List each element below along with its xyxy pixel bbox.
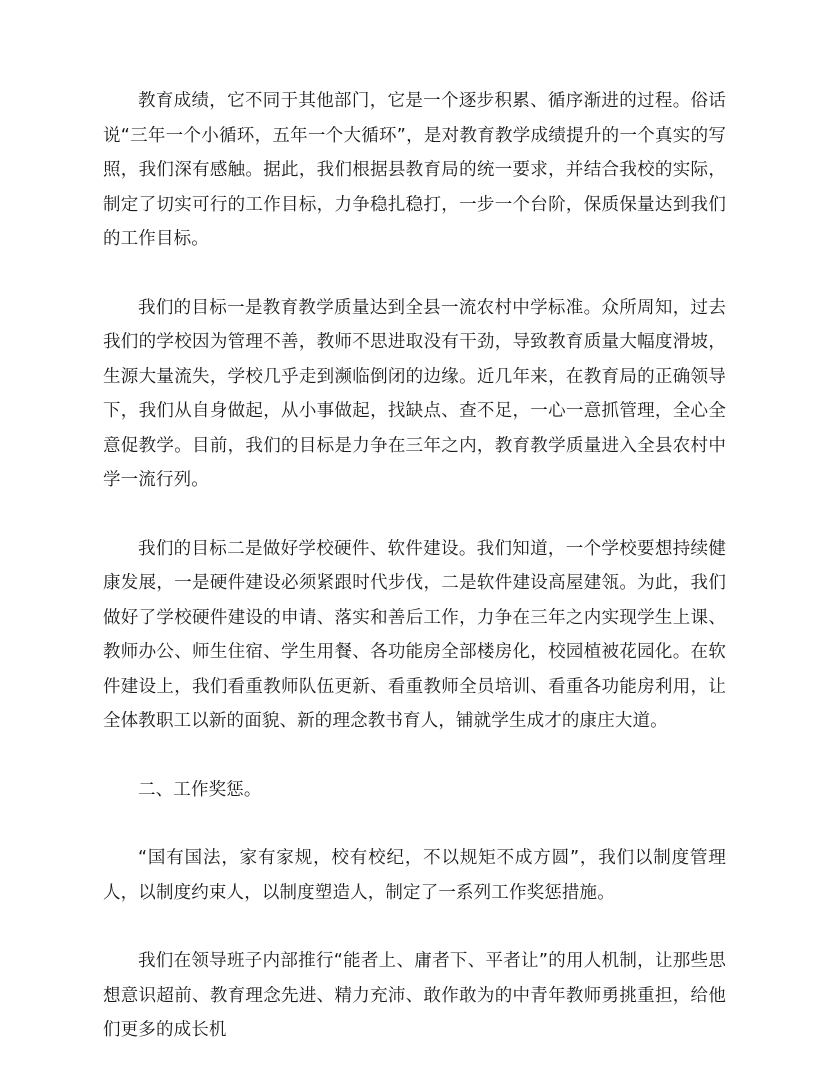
paragraph-3: 我们的目标二是做好学校硬件、软件建设。我们知道，一个学校要想持续健康发展，一是硬件建设必须紧跟时代步伐，二是软件建设高屋建瓴。为此，我们做好了学校硬件建设的申请、落实和善后工作，力争在三年之内实现学生上课、教师办公、师生住宿、学生用餐、各功能房全部楼房化，校园植被花园化。在软件建设上，我们看重教师队伍更新、看重教师全员培训、看重各功能房利用，让全体教职工以新的面貌、新的理念教书育人，铺就学生成才的康庄大道。 (103, 538, 726, 731)
paragraph-1: 教育成绩，它不同于其他部门，它是一个逐步积累、循序渐进的过程。俗话说“三年一个小循环，五年一个大循环”，是对教育教学成绩提升的一个真实的写照，我们深有感触。据此，我们根据县教育局的统一要求，并结合我校的实际，制定了切实可行的工作目标，力争稳扎稳打，一步一个台阶，保质保量达到我们的工作目标。 (103, 91, 726, 249)
paragraph-5: 我们在领导班子内部推行“能者上、庸者下、平者让”的用人机制，让那些思想意识超前、教育理念先进、精力充沛、敢作敢为的中青年教师勇挑重担，给他们更多的成长机 (103, 951, 726, 1040)
document-page (103, 84, 726, 1082)
section-heading: 二、工作奖惩。 (138, 779, 262, 800)
paragraph-2: 我们的目标一是教育教学质量达到全县一流农村中学标准。众所周知，过去我们的学校因为管理不善，教师不思进取没有干劲，导致教育质量大幅度滑坡，生源大量流失，学校几乎走到濒临倒闭的边缘。近几年来，在教育局的正确领导下，我们从自身做起，从小事做起，找缺点、查不足，一心一意抓管理，全心全意促教学。目前，我们的目标是力争在三年之内，教育教学质量进入全县农村中学一流行列。 (103, 297, 726, 490)
paragraph-4: “国有国法，家有家规，校有校纪，不以规矩不成方圆”，我们以制度管理人，以制度约束人，以制度塑造人，制定了一系列工作奖惩措施。 (103, 848, 726, 903)
